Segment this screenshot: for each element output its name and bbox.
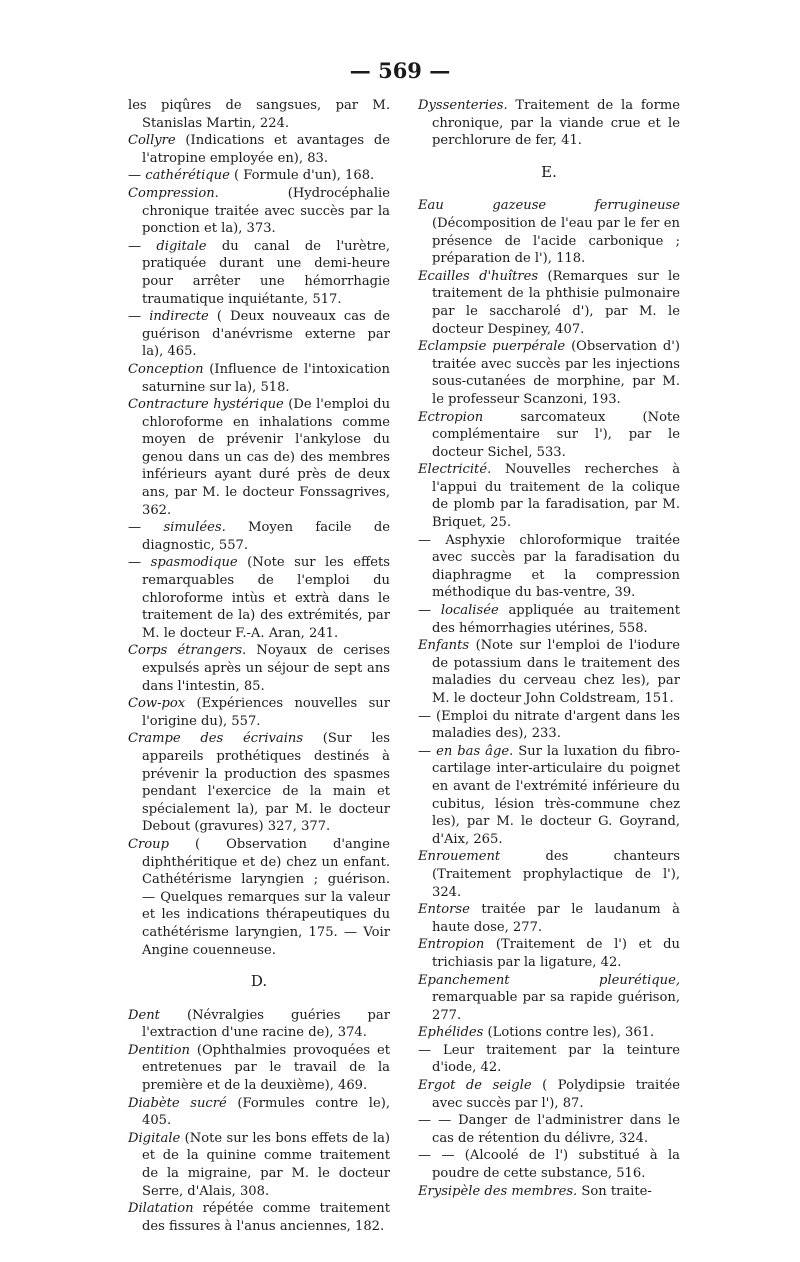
entry-text: (Hydrocéphalie chronique traitée avec succès par la ponction et la), 373. bbox=[142, 185, 390, 237]
entry-term: Dent bbox=[128, 1007, 160, 1023]
section-letter: D. bbox=[250, 972, 268, 991]
index-entry bbox=[128, 836, 390, 959]
index-entry bbox=[128, 695, 390, 730]
index-entry bbox=[128, 167, 390, 185]
entry-text: (Sur les appareils prothétiques destinés à prévenir la production des spasmes pendant l'exercice de la main et spécialement la), par M. le docteur Debout (gravures) 327, 377. bbox=[142, 731, 390, 835]
right-column bbox=[418, 97, 680, 1200]
entry-text: — — Danger de l'administrer dans le cas de rétention du délivre, 324. bbox=[418, 1113, 680, 1146]
index-entry bbox=[418, 1147, 680, 1182]
entry-text: — Asphyxie chloroformique traitée avec succès par la faradisation du diaphragme et la compression méthodique du bas-ventre, 39. bbox=[418, 532, 680, 601]
entry-text: (Influence de l'intoxication saturnine sur la), 518. bbox=[142, 361, 390, 395]
entry-term: Contracture hystérique bbox=[128, 397, 284, 413]
entry-term: Electricité. bbox=[418, 462, 492, 478]
index-entry bbox=[128, 132, 390, 167]
entry-text: les piqûres de sangsues, par M. Stanislas Martin, 224. bbox=[128, 98, 390, 131]
index-entry bbox=[418, 197, 680, 267]
entry-text: — (Emploi du nitrate d'argent dans les maladies des), 233. bbox=[418, 708, 680, 742]
entry-term: Ephélides bbox=[418, 1025, 484, 1041]
index-entry bbox=[418, 532, 680, 602]
index-entry bbox=[418, 461, 680, 531]
entry-text: (Note sur les effets remarquables de l'emploi du chloroforme intùs et extrà dans le traitement de la) des extrémités, par M. le docteur F.-A. Aran, 241. bbox=[142, 555, 390, 641]
entry-term: Enrouement bbox=[418, 849, 501, 865]
entry-term: Eclampsie puerpérale bbox=[418, 339, 566, 355]
entry-text: (Note sur les bons effets de la) et de la quinine comme traitement de la migraine, par M. le docteur Serre, d'Alais, 308. bbox=[142, 1130, 390, 1199]
index-entry bbox=[418, 1112, 680, 1147]
entry-term: Entorse bbox=[418, 902, 470, 918]
entry-text: — — (Alcoolé de l') substitué à la poudre de cette substance, 516. bbox=[418, 1148, 680, 1182]
entry-term: — simulées. bbox=[128, 520, 226, 536]
entry-text: (Expériences nouvelles sur l'origine du), 557. bbox=[142, 696, 390, 729]
entry-text: (Remarques sur le traitement de la phthisie pulmonaire par le saccharolé d'), par M. le docteur Despiney, 407. bbox=[432, 268, 680, 337]
entry-text: appliquée au traitement des hémorrhagies utérines, 558. bbox=[432, 603, 680, 636]
entry-text: Moyen facile de diagnostic, 557. bbox=[142, 520, 390, 553]
index-entry bbox=[418, 602, 680, 637]
entry-term: Collyre bbox=[128, 133, 176, 149]
section-letter: E. bbox=[541, 162, 557, 181]
entry-term: Digitale bbox=[128, 1130, 181, 1146]
index-entry bbox=[128, 730, 390, 836]
entry-term: Ecailles d'huîtres bbox=[418, 268, 539, 284]
entry-text: ( Formule d'un), 168. bbox=[229, 168, 375, 184]
entry-term: Corps étrangers. bbox=[128, 643, 247, 659]
index-entry bbox=[128, 1007, 390, 1042]
left-column bbox=[128, 97, 390, 1235]
entry-term: Ergot de seigle bbox=[418, 1078, 532, 1094]
entry-term: — en bas âge. bbox=[418, 743, 514, 759]
entry-term: Diabète sucré bbox=[128, 1095, 227, 1111]
entry-term: — cathérétique bbox=[128, 168, 230, 184]
entry-text: sarcomateux (Note complémentaire sur l'), par le docteur Sichel, 533. bbox=[432, 409, 680, 460]
entry-text: remarquable par sa rapide guérison, 277. bbox=[432, 990, 680, 1023]
index-entry bbox=[128, 308, 390, 361]
entry-term: — indirecte bbox=[128, 309, 209, 325]
index-entry bbox=[128, 396, 390, 519]
index-entry bbox=[128, 519, 390, 554]
entry-text: Sur la luxation du fibro-cartilage inter-articulaire du poignet en avant de l'extrémité inférieure du cubitus, lésion très-commune chez les), par M. le docteur G. Goyrand, d'Aix, 265. bbox=[432, 743, 680, 847]
index-entry bbox=[128, 1130, 390, 1200]
entry-text: (Traitement de l') et du trichiasis par la ligature, 42. bbox=[432, 937, 680, 970]
entry-text: (Ophthalmies provoquées et entretenues par le travail de la première et de la deuxième), 469. bbox=[142, 1042, 390, 1094]
page-number: — 569 — bbox=[349, 58, 451, 83]
entry-text: ( Deux nouveaux cas de guérison d'anévrisme externe par la), 465. bbox=[142, 309, 390, 360]
index-entry bbox=[418, 1077, 680, 1112]
entry-term: Dilatation bbox=[128, 1201, 194, 1217]
entry-text: ( Observation d'angine diphthéritique et de) chez un enfant. Cathétérisme laryngien ; guérison. — Quelques remarques sur la valeur et les indications thérapeutiques du cathétérisme laryngien, 175. — Voir Angine couenneuse. bbox=[142, 836, 390, 958]
entry-text: Son traite- bbox=[577, 1183, 652, 1199]
index-entry bbox=[418, 338, 680, 408]
index-entry bbox=[418, 972, 680, 1025]
index-entry bbox=[418, 848, 680, 901]
entry-text: (Décomposition de l'eau par le fer en présence de l'acide carbonique ; préparation de l'), 118. bbox=[432, 215, 680, 267]
index-entry bbox=[128, 642, 390, 695]
entry-term: Compression. bbox=[128, 185, 219, 201]
index-entry bbox=[418, 409, 680, 462]
entry-term: Epanchement pleurétique, bbox=[418, 972, 680, 988]
entry-term: Ectropion bbox=[418, 409, 484, 425]
entry-term: — digitale bbox=[128, 238, 207, 254]
entry-text: Traitement de la forme chronique, par la viande crue et le perchlorure de fer, 41. bbox=[432, 98, 680, 149]
entry-text: ( Polydipsie traitée avec succès par l'), 87. bbox=[432, 1078, 680, 1111]
entry-text: répétée comme traitement des fissures à l'anus anciennes, 182. bbox=[142, 1201, 390, 1234]
index-entry bbox=[418, 97, 680, 150]
entry-term: Eau gazeuse ferrugineuse bbox=[418, 198, 680, 214]
entry-text: (Névralgies guéries par l'extraction d'une racine de), 374. bbox=[142, 1007, 390, 1041]
entry-text: du canal de l'urètre, pratiquée durant une demi-heure pour arrêter une hémorrhagie traumatique inquiétante, 517. bbox=[142, 238, 390, 307]
entry-term: Croup bbox=[128, 836, 169, 852]
entry-text: (Note sur l'emploi de l'iodure de potassium dans le traitement des maladies du cerveau chez les), par M. le docteur John Coldstream, 151. bbox=[432, 638, 680, 706]
entry-term: Conception bbox=[128, 361, 204, 377]
index-entry bbox=[418, 1042, 680, 1077]
entry-term: — spasmodique bbox=[128, 555, 238, 571]
entry-term: Enfants bbox=[418, 638, 470, 654]
index-entry bbox=[128, 554, 390, 642]
entry-text: Noyaux de cerises expulsés après un séjour de sept ans dans l'intestin, 85. bbox=[142, 643, 390, 694]
entry-term: Dyssenteries. bbox=[418, 98, 508, 113]
entry-text: des chanteurs (Traitement prophylactique de l'), 324. bbox=[432, 849, 680, 900]
entry-text: (De l'emploi du chloroforme en inhalations comme moyen de prévenir l'ankylose du genou dans un cas de) des membres inférieurs ayant duré près de deux ans, par M. le docteur Fonssagrives, 362. bbox=[142, 397, 390, 518]
entry-text: (Lotions contre les), 361. bbox=[483, 1025, 655, 1041]
index-entry bbox=[418, 268, 680, 338]
entry-term: Crampe des écrivains bbox=[128, 731, 304, 747]
index-entry bbox=[128, 97, 390, 132]
entry-term: — localisée bbox=[418, 603, 499, 619]
index-entry bbox=[128, 185, 390, 238]
entry-text: — Leur traitement par la teinture d'iode, 42. bbox=[418, 1042, 680, 1076]
entry-text: traitée par le laudanum à haute dose, 277. bbox=[432, 902, 680, 935]
entry-term: Dentition bbox=[128, 1042, 190, 1058]
index-entry bbox=[128, 361, 390, 396]
entry-text: (Formules contre le), 405. bbox=[142, 1095, 390, 1129]
index-entry bbox=[418, 743, 680, 849]
index-entry bbox=[128, 1042, 390, 1095]
index-entry bbox=[128, 238, 390, 308]
index-entry bbox=[418, 1024, 680, 1042]
entry-text: Nouvelles recherches à l'appui du traitement de la colique de plomb par la faradisation, par M. Briquet, 25. bbox=[432, 462, 680, 531]
index-entry bbox=[418, 637, 680, 707]
entry-term: Entropion bbox=[418, 937, 485, 953]
index-entry bbox=[418, 936, 680, 971]
entry-text: (Observation d') traitée avec succès par les injections sous-cutanées de morphine, par M. le professeur Scanzoni, 193. bbox=[432, 339, 680, 407]
index-entry bbox=[418, 901, 680, 936]
index-entry bbox=[418, 708, 680, 743]
entry-term: Erysipèle des membres. bbox=[418, 1183, 578, 1199]
index-entry bbox=[128, 1095, 390, 1130]
entry-term: Cow-pox bbox=[128, 696, 186, 712]
index-entry bbox=[128, 1200, 390, 1235]
entry-text: (Indications et avantages de l'atropine employée en), 83. bbox=[142, 133, 390, 166]
index-entry bbox=[418, 1183, 680, 1201]
